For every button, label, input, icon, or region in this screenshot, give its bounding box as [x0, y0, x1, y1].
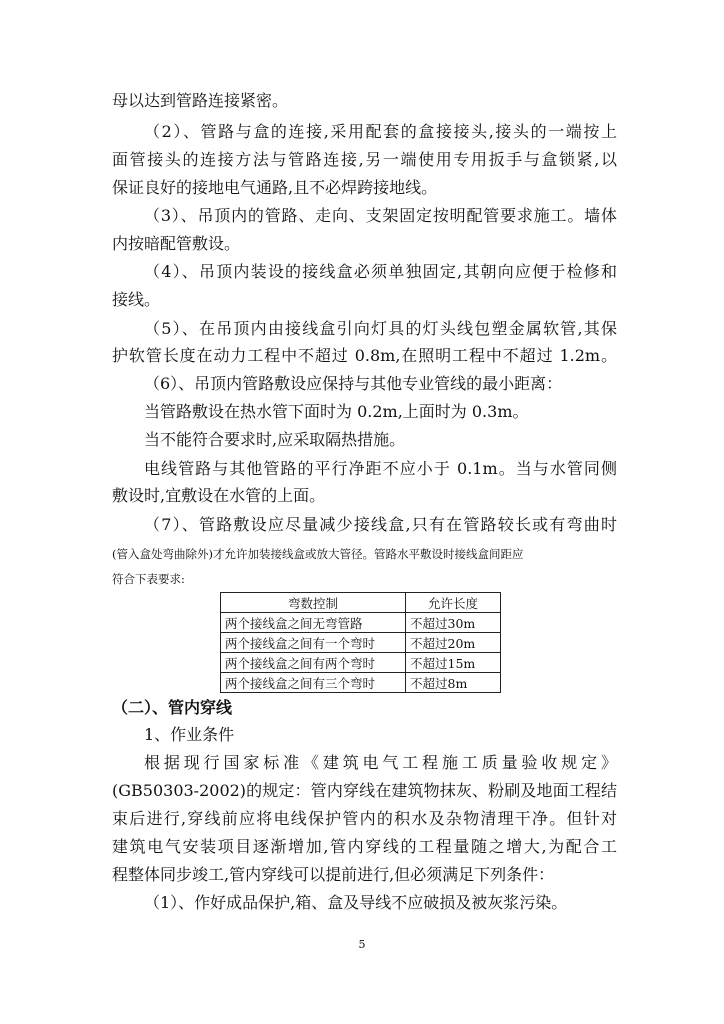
text-line: 电线管路与其他管路的平行净距不应小于 0.1m。当与水管同侧	[144, 459, 617, 478]
text-line: 敷设时,宜敷设在水管的上面。	[112, 486, 326, 505]
table-header-row	[221, 593, 501, 613]
text-line: （1）、作好成品保护,箱、盒及导线不应破损及被灰浆污染。	[144, 893, 568, 912]
table-row	[221, 673, 501, 693]
text-line: （2）、管路与盒的连接,采用配套的盒接接头,接头的一端按上	[144, 122, 617, 141]
section-subheading: 1、作业条件	[144, 725, 235, 744]
text-line: 建筑电气安装项目逐渐增加,管内穿线的工程量随之增大,为配合工	[112, 837, 617, 856]
table-cell: 不超过30m	[406, 613, 501, 633]
text-line: 内按暗配管敷设。	[112, 234, 241, 253]
text-line: 符合下表要求:	[112, 572, 185, 586]
table-row	[221, 653, 501, 673]
table-cell: 不超过8m	[406, 673, 501, 693]
text-line: 保证良好的接地电气通路,且不必焊跨接地线。	[112, 178, 438, 197]
table-cell: 两个接线盒之间有一个弯时	[221, 633, 406, 653]
page-number: 5	[358, 938, 366, 951]
text-line: 根据现行国家标准《建筑电气工程施工质量验收规定》	[144, 753, 617, 772]
text-line: （7）、管路敷设应尽量减少接线盒,只有在管路较长或有弯曲时	[144, 515, 617, 534]
text-line	[112, 542, 617, 565]
spacing-table	[220, 592, 501, 693]
text-line: 面管接头的连接方法与管路连接,另一端使用专用扳手与盒锁紧,以	[112, 150, 617, 169]
text-line: (GB50303-2002)的规定：管内穿线在建筑物抹灰、粉刷及地面工程结	[112, 781, 617, 800]
text-line: （5）、在吊顶内由接线盒引向灯具的灯头线包塑金属软管,其保	[144, 319, 617, 338]
text-line-small: (管入盒处弯曲除外)才允许加装接线盒或放大管径。管路水平敷设时接线盒间距应	[112, 547, 524, 561]
text-line: 当不能符合要求时,应采取隔热措施。	[144, 430, 406, 449]
text-line: 束后进行,穿线前应将电线保护管内的积水及杂物清理干净。但针对	[112, 809, 617, 828]
table-header: 允许长度	[406, 593, 501, 613]
table-row	[221, 633, 501, 653]
text-line: 护软管长度在动力工程中不超过 0.8m,在照明工程中不超过 1.2m。	[112, 346, 617, 365]
table-cell: 两个接线盒之间有三个弯时	[221, 673, 406, 693]
table-row	[221, 613, 501, 633]
table-cell: 两个接线盒之间有两个弯时	[221, 653, 406, 673]
table-header: 弯数控制	[221, 593, 406, 613]
text-line: 当管路敷设在热水管下面时为 0.2m,上面时为 0.3m。	[144, 402, 529, 421]
section-heading: （二）、管内穿线	[112, 698, 233, 717]
text-line: （6）、吊顶内管路敷设应保持与其他专业管线的最小距离：	[144, 374, 563, 393]
text-line: （4）、吊顶内装设的接线盒必须单独固定,其朝向应便于检修和	[144, 262, 617, 281]
table-cell: 两个接线盒之间无弯管路	[221, 613, 406, 633]
text-line: 母以达到管路连接紧密。	[112, 91, 289, 110]
text-line: （3）、吊顶内的管路、走向、支架固定按明配管要求施工。墙体	[144, 206, 617, 225]
text-line: 程整体同步竣工,管内穿线可以提前进行,但必须满足下列条件：	[112, 865, 555, 884]
table-cell: 不超过20m	[406, 633, 501, 653]
table-cell: 不超过15m	[406, 653, 501, 673]
text-line: 接线。	[112, 290, 161, 309]
